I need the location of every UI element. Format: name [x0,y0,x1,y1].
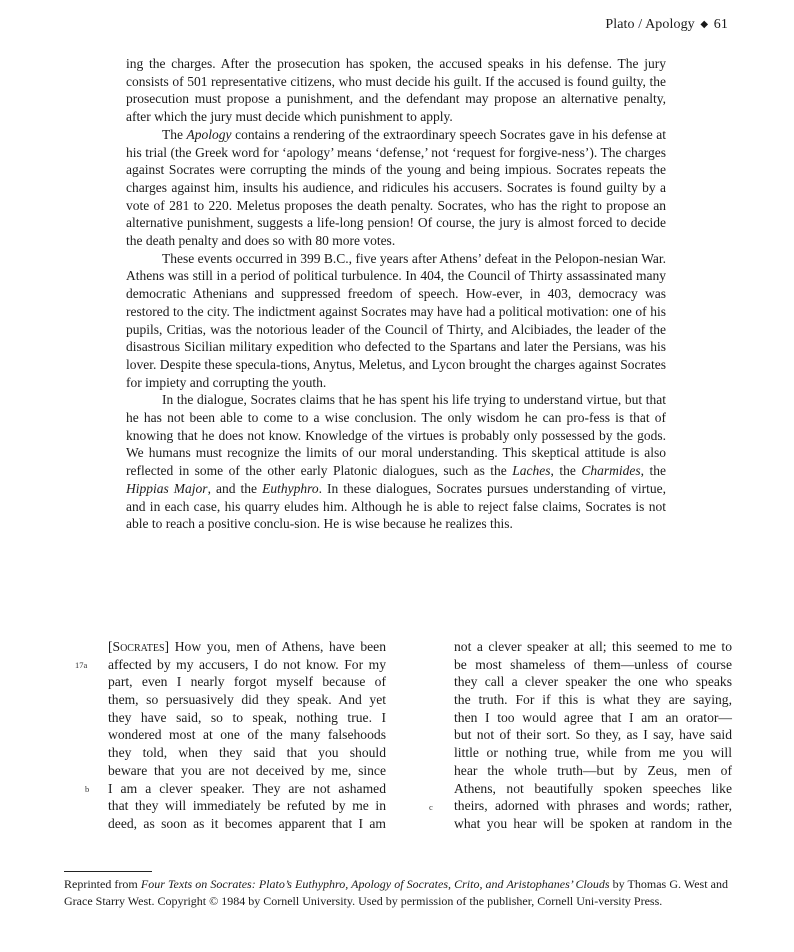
intro-paragraph-2 [126,126,666,250]
text-line: hear the whole truth—but by Zeus, men of [454,762,732,778]
introduction [126,55,666,533]
page-number: 61 [713,17,728,32]
text-line: but not of their sort. So they, as I say, have said [454,727,732,743]
text-line: affected by my accusers, I do not know. For my [108,656,386,672]
intro-text: , the [640,463,667,479]
text-line: Athens, not beautifully spoken speeches like [454,780,732,796]
text-line: the truth. For if this is what they are saying, [454,692,732,708]
text-line: not a clever speaker at all; this seemed to me to [454,639,732,654]
stephanus-marker-c: c [429,802,433,812]
intro-text: , the [550,463,582,479]
text-column-left [108,638,386,833]
intro-text: contains a rendering of the extraordinary speech Socrates gave in his defense at his trial (the Greek word for ‘apology’ means ‘defense,’ not ‘request for forgive-ness’). The charges against Socrates were corrupting the minds of the young and being impious. Socrates repeats the charges against him, insults his audience, and ridicules his accusers. Socrates is found guilty by a vote of 281 to 220. Meletus proposes the death penalty. Socrates, who has the right to propose an alternative punishment, suggests a life-long pension! Of course, the jury is almost forced to decide the death penalty and does so with 80 more votes. [126,126,666,249]
running-header [605,17,728,33]
text-line: they told, when they said that you should [108,745,386,761]
dialogue-title: Laches [512,463,551,479]
line-text: How you, men of Athens, have been [169,639,386,654]
text-line: then I too would agree that I am an orator— [454,709,732,725]
text-line [108,638,386,656]
intro-text: . In these dialogues, Socrates pursues understanding of virtue, and in each case, his quarry eludes him. Although he is able to reject false claims, Socrates is not able to reach a positive conclu-sion. He is wise because he realizes this. [126,480,666,532]
text-line: theirs, adorned with phrases and words; rather, [454,798,732,814]
text-line: little or nothing true, while from me you will [454,745,732,761]
stephanus-marker-b: b [85,784,90,794]
intro-paragraph-3: These events occurred in 399 B.C., five years after Athens’ defeat in the Pelopon-nesian War. Athens was still in a period of political turbulence. In 404, the Council of Thirty assassinated many democratic Athenians and suppressed freedom of speech. How-ever, in 403, democracy was restored to the city. The indictment against Socrates may have had a political motivation: one of his pupils, Critias, was the notorious leader of the Council of Thirty, and Alcibiades, the leader of the disastrous Sicilian military expedition who defected to the Spartans and later the Persians, was his lover. Despite these specula-tions, Anytus, Meletus, and Lycon brought the charges against Socrates for impiety and corrupting the youth. [126,250,666,390]
text-line: them, so persuasively did they speak. And yet [108,692,386,708]
intro-text: In the dialogue, Socrates claims that he has spent his life trying to understand virtue, but that he has not been able to come to a wise conclusion. The only wisdom he can pro-fess is that of knowing that he does not know. Knowledge of the virtues is probably only possessed by the gods. We humans must recognize the limits of our moral understanding. This skeptical attitude is also reflected in some of the other early Platonic dialogues, such as the [126,392,666,479]
footnote [64,876,728,909]
text-line: wondered most at one of the many falsehoods [108,727,386,743]
intro-paragraph-4 [126,391,666,533]
text-line: I am a clever speaker. They are not ashamed [108,780,386,796]
dialogue-title: Hippias Major [126,480,208,496]
text-line: beware that you are not deceived by me, since [108,762,386,778]
dialogue-title: Charmides [581,463,641,479]
intro-text: The [162,126,187,142]
intro-text: , and the [207,480,263,496]
intro-paragraph-1: ing the charges. After the prosecution has spoken, the accused speaks in his defense. The jury consists of 501 representative citizens, who must decide his guilt. If the accused is found guilty, the prosecution must propose a punishment, and the defendant may propose an alternative penalty, after which the jury must decide which punishment to apply. [126,56,666,125]
footnote-text [64,876,728,909]
text-line: that they will immediately be refuted by me in [108,798,386,814]
header-author: Plato [605,17,635,32]
ornament-icon: ◆ [700,19,709,30]
text-column-right [454,638,732,833]
book-title: Apology [186,126,232,142]
text-line: they call a clever speaker the one who speaks [454,674,732,690]
text-line: they have said, so to speak, nothing true. I [108,709,386,725]
footnote-rule [64,871,152,872]
speaker-label: [Socrates] [108,639,170,654]
footnote-part: Reprinted from [64,877,141,891]
text-line: deed, as soon as it becomes apparent that I am [108,815,386,831]
stephanus-marker-17a: 17a [75,660,88,670]
text-line: be most shameless of them—unless of course [454,656,732,672]
footnote-book-title: Four Texts on Socrates: Plato’s Euthyphro, Apology of Socrates, Crito, and Aristophanes’ Clouds [140,877,610,891]
header-title: Apology [645,17,695,32]
dialogue-title: Euthyphro [262,480,319,496]
header-separator: / [638,17,643,32]
text-line: part, even I nearly forgot myself because of [108,674,386,690]
text-line: what you hear will be spoken at random in the [454,815,732,831]
footnote-part: by Thomas G. West and Grace Starry West. Copyright © 1984 by Cornell University. Used by permission of the publisher, Cornell Uni-versity Press. [64,877,728,908]
